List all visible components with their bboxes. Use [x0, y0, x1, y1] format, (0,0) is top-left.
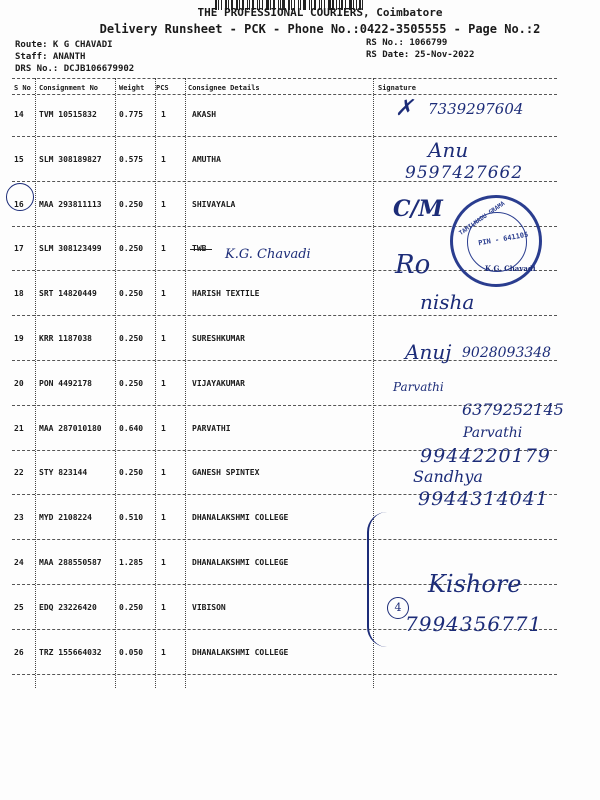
- row-pcs: 1: [161, 289, 166, 299]
- row-divider: [12, 539, 557, 540]
- column-header-sno: S No: [14, 84, 31, 92]
- handwritten-phone: 9944220179: [420, 445, 551, 467]
- row-consignee: AMUTHA: [192, 154, 221, 164]
- handwritten-signature: nisha: [420, 290, 475, 314]
- row-sno: 19: [14, 334, 24, 343]
- row-sno: 17: [14, 244, 24, 254]
- row-consignee: VIBISON: [192, 602, 226, 612]
- handwritten-phone: 9597427662: [405, 163, 524, 183]
- row-consignee: DHANALAKSHMI COLLEGE: [192, 558, 289, 567]
- row-consignment: SRT 14820449: [39, 289, 97, 299]
- row-sno: 20: [14, 378, 24, 388]
- row-pcs: 1: [161, 647, 166, 657]
- row-sno: 22: [14, 468, 24, 478]
- row-consignment: TVM 10515832: [39, 110, 97, 119]
- rs-date: RS Date: 25-Nov-2022: [366, 50, 475, 60]
- row-divider: [12, 136, 557, 137]
- table-top-rule: [12, 78, 557, 79]
- row-consignment: TRZ 155664032: [39, 647, 102, 657]
- row-weight: 0.250: [119, 289, 144, 299]
- row-pcs: 1: [161, 602, 166, 612]
- row-divider: [12, 315, 557, 316]
- row-sno: 16: [14, 199, 24, 209]
- row-consignee: TWB: [192, 244, 207, 254]
- handwritten-phone: 6379252145: [462, 400, 564, 419]
- row-consignee: HARISH TEXTILE: [192, 289, 260, 299]
- row-consignment: STY 823144: [39, 468, 88, 478]
- handwritten-signature: Anu: [428, 138, 469, 162]
- row-sno: 21: [14, 423, 24, 433]
- handwritten-phone: 9028093348: [462, 345, 552, 361]
- handwritten-note: K.G. Chavadi: [225, 247, 311, 262]
- table-row: [0, 634, 600, 674]
- stamp-subtext: K.G. Chavadi: [485, 264, 536, 273]
- row-pcs: 1: [161, 558, 166, 567]
- document-subtitle: Delivery Runsheet - PCK - Phone No.:0422-3505555 - Page No.:2: [99, 22, 541, 36]
- row-consignment: KRR 1187038: [39, 334, 92, 343]
- column-header-pcs: PCS: [156, 84, 169, 92]
- row-pcs: 1: [161, 513, 166, 523]
- row-sno: 24: [14, 558, 24, 567]
- row-pcs: 1: [161, 334, 166, 343]
- row-sno: 25: [14, 602, 24, 612]
- handwritten-phone: 7994356771: [405, 612, 543, 636]
- handwritten-signature: C/M: [393, 196, 443, 222]
- row-pcs: 1: [161, 244, 166, 254]
- row-weight: 0.575: [119, 154, 144, 164]
- row-consignment: SLM 308189827: [39, 154, 102, 164]
- count-circle-mark: 4: [387, 597, 409, 619]
- rs-number: RS No.: 1066799: [366, 38, 448, 48]
- staff-label: Staff: ANANTH: [15, 52, 86, 62]
- column-header-consignment: Consignment No: [39, 84, 99, 92]
- row-consignment: MAA 288550587: [39, 558, 102, 567]
- row-weight: 0.050: [119, 647, 144, 657]
- row-consignee: SURESHKUMAR: [192, 334, 245, 343]
- row-consignment: MYD 2108224: [39, 513, 92, 523]
- row-consignment: PON 4492178: [39, 378, 92, 388]
- row-pcs: 1: [161, 110, 166, 119]
- stamp-text: TAMILNADU GRAMA: [457, 200, 507, 237]
- handwritten-signature: Anuj: [405, 340, 452, 364]
- row-consignee: VIJAYAKUMAR: [192, 378, 245, 388]
- row-pcs: 1: [161, 199, 166, 209]
- row-divider: [12, 674, 557, 675]
- row-sno: 26: [14, 647, 24, 657]
- column-header-consignee: Consignee Details: [188, 84, 260, 92]
- row-consignee: GANESH SPINTEX: [192, 468, 260, 478]
- row-consignee: PARVATHI: [192, 423, 231, 433]
- column-header-weight: Weight: [119, 84, 145, 92]
- header-rule: [12, 94, 557, 95]
- row-consignment: SLM 308123499: [39, 244, 102, 254]
- row-weight: 0.250: [119, 199, 144, 209]
- row-weight: 0.250: [119, 334, 144, 343]
- document-title: THE PROFESSIONAL COURIERS, Coimbatore: [197, 6, 443, 19]
- row-consignee: DHANALAKSHMI COLLEGE: [192, 513, 289, 523]
- handwritten-signature: Ro: [395, 250, 431, 280]
- row-consignee: DHANALAKSHMI COLLEGE: [192, 647, 289, 657]
- row-weight: 0.250: [119, 378, 144, 388]
- handwritten-phone: 9944314041: [418, 488, 549, 510]
- row-consignment: MAA 293811113: [39, 199, 102, 209]
- signature-mark: ✗: [395, 96, 414, 121]
- row-sno: 14: [14, 110, 24, 119]
- row-weight: 0.775: [119, 110, 144, 119]
- row-pcs: 1: [161, 468, 166, 478]
- handwritten-signature: Kishore: [428, 570, 522, 598]
- row-weight: 0.510: [119, 513, 144, 523]
- column-header-signature: Signature: [378, 84, 416, 92]
- strike-through: [190, 249, 212, 250]
- row-sno: 18: [14, 289, 24, 299]
- row-consignment: MAA 287010180: [39, 423, 102, 433]
- row-pcs: 1: [161, 154, 166, 164]
- table-row: [0, 365, 600, 405]
- row-weight: 0.640: [119, 423, 144, 433]
- row-sno: 15: [14, 154, 24, 164]
- handwritten-phone: 7339297604: [428, 100, 524, 118]
- row-pcs: 1: [161, 378, 166, 388]
- row-consignment: EDQ 23226420: [39, 602, 97, 612]
- row-sno: 23: [14, 513, 24, 523]
- stamp-pin: PIN - 641105: [477, 230, 529, 248]
- row-consignee: AKASH: [192, 110, 217, 119]
- route-label: Route: K G CHAVADI: [15, 40, 113, 50]
- row-weight: 1.285: [119, 558, 144, 567]
- group-bracket-mark: [367, 512, 389, 647]
- row-weight: 0.250: [119, 468, 144, 478]
- row-consignee: SHIVAYALA: [192, 199, 236, 209]
- handwritten-signature: Parvathi: [393, 380, 444, 394]
- row-weight: 0.250: [119, 244, 144, 254]
- serial-circle-mark: [6, 183, 34, 211]
- handwritten-signature: Sandhya: [413, 467, 483, 486]
- drs-number: DRS No.: DCJB106679902: [15, 64, 135, 74]
- row-weight: 0.250: [119, 602, 144, 612]
- row-pcs: 1: [161, 423, 166, 433]
- handwritten-signature: Parvathi: [463, 425, 523, 441]
